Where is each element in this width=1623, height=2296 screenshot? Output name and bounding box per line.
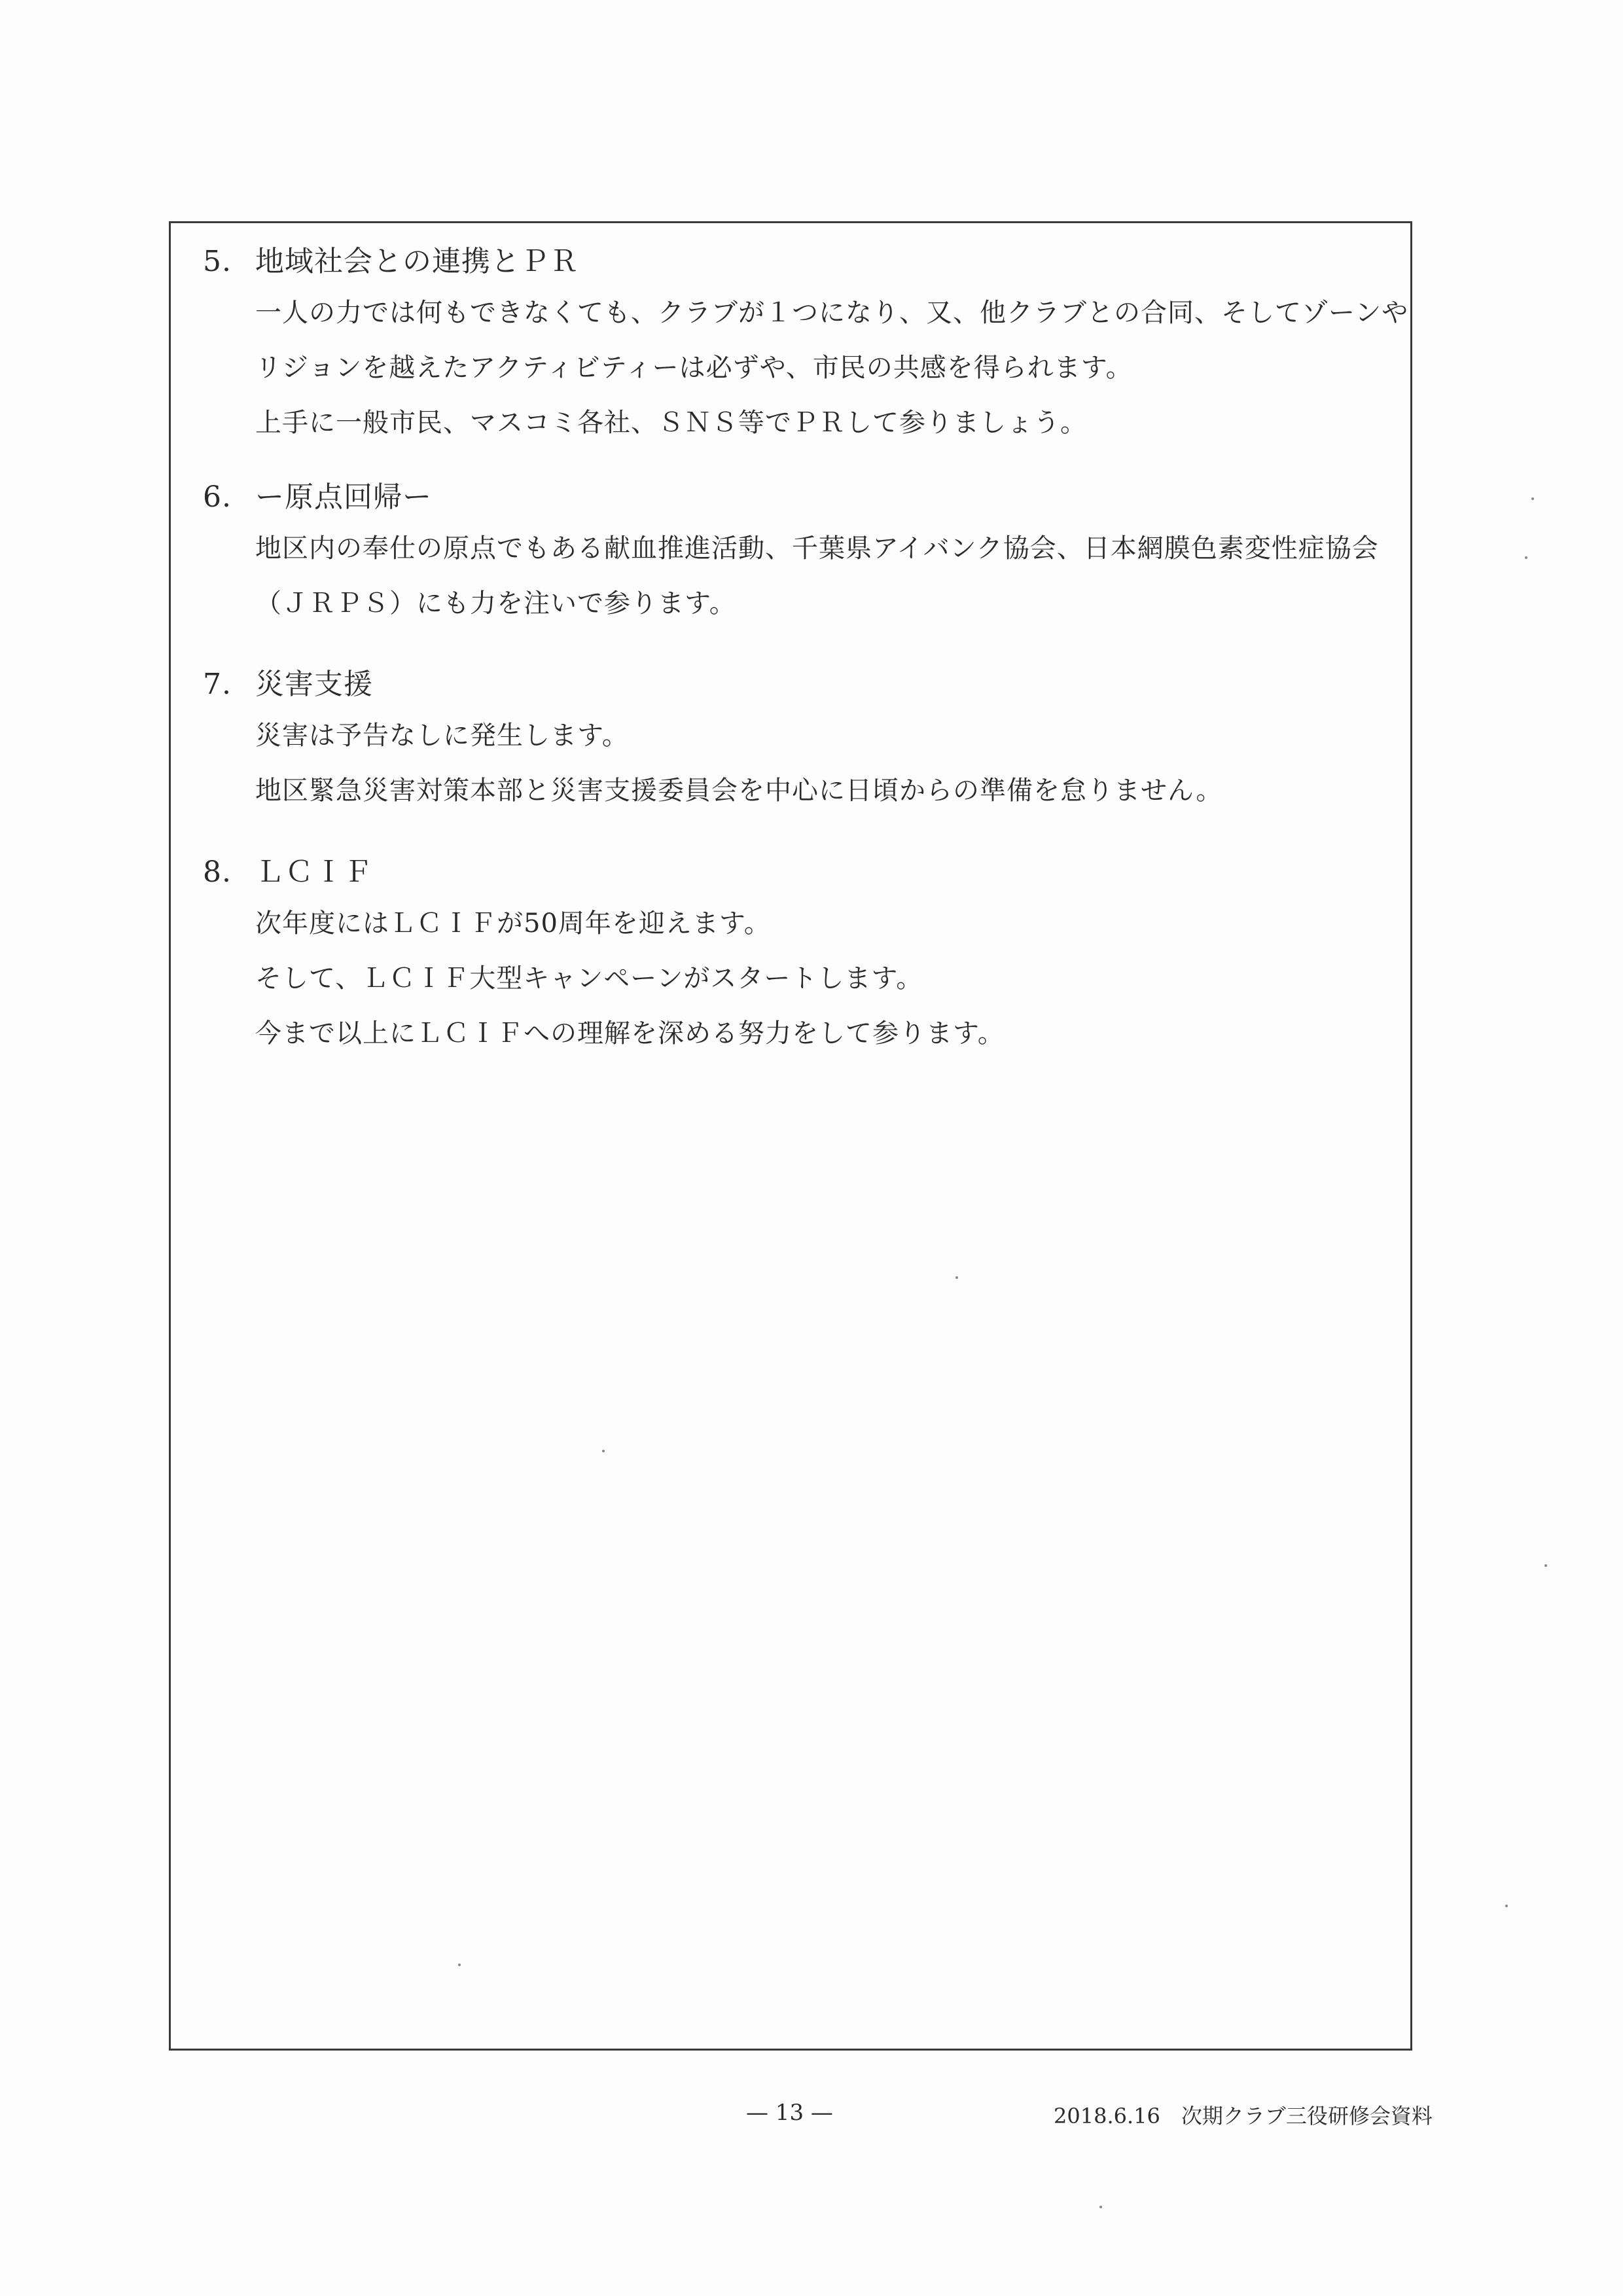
page-number: — 13 — [746, 2100, 833, 2126]
paragraph-line: 地区緊急災害対策本部と災害支援委員会を中心に日頃からの準備を怠りません。 [255, 776, 1223, 806]
scan-speck [458, 1964, 461, 1966]
paragraph-line: 次年度にはＬＣＩＦが50周年を迎えます。 [255, 908, 771, 939]
section-disaster-support [203, 666, 1394, 809]
paragraph-line: 一人の力では何もできなくても、クラブが１つになり、又、他クラブとの合同、そしてゾーンや [255, 298, 1409, 328]
section-number: 5. [203, 245, 232, 278]
scan-speck [1099, 2206, 1102, 2208]
section-community-pr [203, 243, 1409, 441]
paragraph-line: 地区内の奉仕の原点でもある献血推進活動、千葉県アイバンク協会、日本網膜色素変性症協会 [255, 533, 1379, 564]
section-heading [203, 479, 1394, 516]
paragraph-line: 上手に一般市民、マスコミ各社、ＳＮＳ等でＰＲして参りましょう。 [255, 408, 1087, 438]
scan-speck [955, 1276, 958, 1279]
scan-speck [1525, 556, 1527, 559]
scan-speck [1544, 1564, 1547, 1567]
section-number: 8. [203, 855, 232, 889]
paragraph-line: 災害は予告なしに発生します。 [255, 721, 629, 751]
scan-speck [602, 1450, 605, 1452]
paragraph-line: （ＪＲＰＳ）にも力を注いで参ります。 [255, 588, 736, 619]
section-title: ー原点回帰ー [255, 480, 432, 514]
footer-note: 2018.6.16 次期クラブ三役研修会資料 [1054, 2104, 1433, 2128]
section-number: 6. [203, 480, 232, 514]
paragraph-line: 今まで以上にＬＣＩＦへの理解を深める努力をして参ります。 [255, 1018, 1005, 1049]
scan-speck [1531, 497, 1534, 500]
section-heading [203, 243, 1394, 280]
section-number: 7. [203, 668, 232, 701]
section-title: 災害支援 [255, 668, 373, 701]
section-lcif [203, 854, 1394, 1052]
paragraph-line: そして、ＬＣＩＦ大型キャンペーンがスタートします。 [255, 963, 923, 994]
paragraph-line: リジョンを越えたアクティビティーは必ずや、市民の共感を得られます。 [255, 353, 1133, 383]
section-back-to-basics [203, 479, 1394, 622]
section-heading [203, 854, 1394, 891]
section-heading [203, 666, 1394, 703]
section-title: ＬＣＩＦ [255, 855, 373, 889]
scan-speck [1505, 1905, 1508, 1907]
section-title: 地域社会との連携とＰＲ [255, 245, 579, 278]
